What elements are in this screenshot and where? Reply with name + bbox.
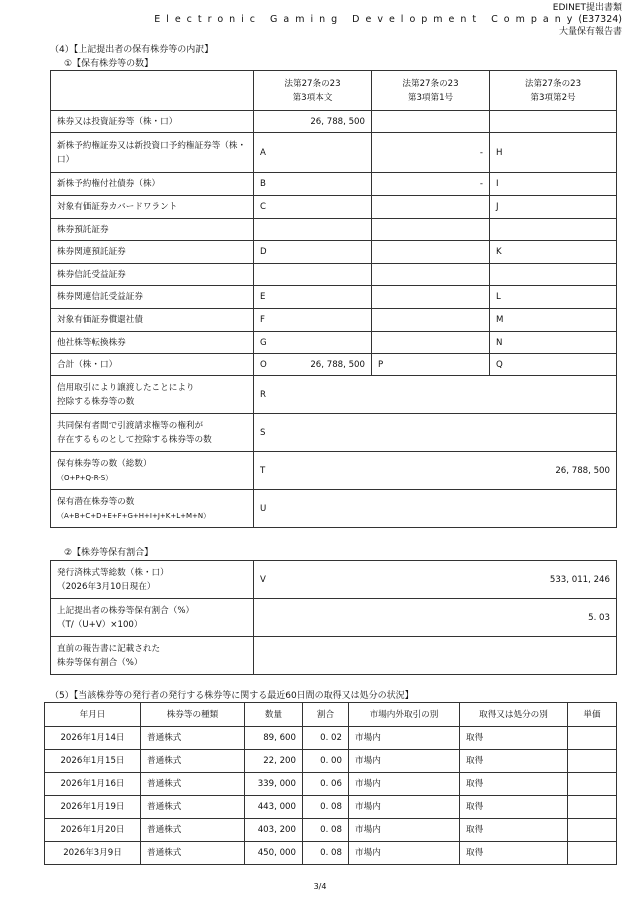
- holdings-row-label: 株券又は投資証券等（株・口）: [51, 111, 254, 133]
- holdings-cell-content: [260, 313, 365, 327]
- summary-label: [51, 414, 254, 452]
- holdings-cell-col1: [254, 111, 372, 133]
- holdings-cell-col1: [254, 219, 372, 241]
- transaction-cell: 2026年1月15日: [45, 750, 141, 773]
- transaction-row: [45, 842, 617, 865]
- holdings-cell-col1: [254, 332, 372, 354]
- holdings-cell-col2: [372, 173, 490, 196]
- holdings-header-row: [51, 71, 617, 111]
- holdings-cell-content: [496, 313, 610, 327]
- holdings-row: [51, 309, 617, 332]
- cell-letter: S: [260, 427, 266, 438]
- cell-letter: P: [378, 359, 384, 370]
- holdings-cell-col3: [490, 241, 617, 264]
- cell-letter: M: [496, 315, 504, 325]
- cell-letter: Q: [496, 359, 503, 370]
- transactions-header-cell: 数量: [245, 703, 303, 727]
- ratio-value-content: [260, 573, 610, 587]
- transaction-cell: 2026年3月9日: [45, 842, 141, 865]
- holdings-cell-col3: [490, 219, 617, 241]
- transactions-table: [44, 702, 617, 865]
- transaction-row: [45, 796, 617, 819]
- ratio-table: [50, 560, 617, 675]
- transaction-cell: [568, 819, 617, 842]
- cell-letter: F: [260, 315, 265, 325]
- doc-type-label: EDINET提出書類: [552, 3, 622, 13]
- report-type-label: 大量保有報告書: [558, 27, 622, 37]
- ratio-value-content: [260, 611, 610, 625]
- transaction-cell: 普通株式: [141, 819, 245, 842]
- holdings-cell-col2: [372, 286, 490, 309]
- holdings-cell-col2: [372, 133, 490, 173]
- ratio-row: [51, 599, 617, 637]
- holdings-row: [51, 173, 617, 196]
- ratio-label-l1: 発行済株式等総数（株・口）: [57, 567, 169, 578]
- holdings-cell-col3: [490, 111, 617, 133]
- transaction-cell: [568, 796, 617, 819]
- summary-value-cell: [254, 414, 617, 452]
- company-name: [154, 14, 622, 26]
- holdings-cell-col2: [372, 241, 490, 264]
- holdings-table: [50, 70, 617, 528]
- cell-value: -: [479, 147, 483, 158]
- holdings-cell-content: [378, 146, 483, 160]
- holdings-cell-col1: [254, 354, 372, 376]
- holdings-row-label: 株券預託証券: [51, 219, 254, 241]
- summary-label-l2: （O+P+Q-R-S）: [57, 473, 113, 482]
- ratio-label: [51, 637, 254, 675]
- page-number: 3/4: [313, 882, 327, 891]
- holdings-cell-content: [260, 115, 365, 129]
- transaction-row: [45, 819, 617, 842]
- holdings-cell-col1: [254, 264, 372, 286]
- cell-letter: L: [496, 292, 501, 302]
- transaction-cell: 市場内: [349, 750, 460, 773]
- transaction-cell: 普通株式: [141, 773, 245, 796]
- transaction-cell: 2026年1月14日: [45, 727, 141, 750]
- transaction-cell: 339, 000: [245, 773, 303, 796]
- cell-letter: V: [260, 574, 266, 585]
- holdings-row: [51, 241, 617, 264]
- holdings-row-label: 他社株等転換株券: [51, 332, 254, 354]
- summary-value-cell: [254, 452, 617, 490]
- cell-value: -: [479, 179, 483, 189]
- ratio-value-cell: [254, 599, 617, 637]
- transaction-cell: 0. 02: [303, 727, 349, 750]
- holdings-row-label: 対象有価証券カバードワラント: [51, 196, 254, 219]
- cell-letter: J: [496, 202, 499, 212]
- holdings-row-label: 対象有価証券償還社債: [51, 309, 254, 332]
- col-header-dai1go: 法第27条の23 第3項第1号: [372, 71, 490, 111]
- holdings-row: [51, 111, 617, 133]
- holdings-row-label: 合計（株・口）: [51, 354, 254, 376]
- transaction-cell: 取得: [460, 750, 568, 773]
- holdings-header-blank: [51, 71, 254, 111]
- section5-title: （5）【当該株券等の発行者の発行する株券等に関する最近60日間の取得又は処分の状況】: [50, 691, 414, 701]
- transaction-cell: 403, 200: [245, 819, 303, 842]
- transaction-cell: 市場内: [349, 819, 460, 842]
- cell-letter: C: [260, 202, 267, 212]
- holdings-cell-col2: [372, 309, 490, 332]
- company-name-text: Electronic Gaming Development Company: [154, 14, 579, 25]
- ratio-row: [51, 637, 617, 675]
- transaction-cell: 市場内: [349, 727, 460, 750]
- holdings-cell-col1: [254, 173, 372, 196]
- company-code: (E37324): [578, 14, 622, 25]
- transactions-header-cell: 取得又は処分の別: [460, 703, 568, 727]
- holdings-row: [51, 219, 617, 241]
- transaction-cell: 2026年1月20日: [45, 819, 141, 842]
- holdings-summary-row: [51, 452, 617, 490]
- transaction-row: [45, 727, 617, 750]
- transactions-header-cell: 株券等の種類: [141, 703, 245, 727]
- transaction-cell: 普通株式: [141, 750, 245, 773]
- holdings-row-label: 新株予約権証券又は新投資口予約権証券等（株・口）: [51, 133, 254, 173]
- holdings-cell-col2: [372, 111, 490, 133]
- holdings-cell-col2: [372, 354, 490, 376]
- transaction-cell: 0. 08: [303, 796, 349, 819]
- cell-value: 26, 788, 500: [555, 465, 610, 476]
- holdings-cell-content: [378, 177, 483, 191]
- summary-label-l1: 保有株券等の数（総数）: [57, 458, 152, 469]
- holdings-cell-col1: [254, 133, 372, 173]
- holdings-row-label: 株券関連預託証券: [51, 241, 254, 264]
- summary-value-content: [260, 464, 610, 478]
- holdings-cell-col1: [254, 241, 372, 264]
- section4-sub1-title: ①【保有株券等の数】: [64, 59, 154, 69]
- holdings-cell-content: [496, 290, 610, 304]
- cell-letter: E: [260, 292, 266, 302]
- holdings-cell-content: [260, 336, 365, 350]
- transaction-cell: 0. 06: [303, 773, 349, 796]
- transaction-cell: 市場内: [349, 796, 460, 819]
- summary-value-content: [260, 388, 610, 402]
- holdings-cell-col2: [372, 264, 490, 286]
- transaction-cell: 89, 600: [245, 727, 303, 750]
- transaction-cell: 市場内: [349, 773, 460, 796]
- holdings-cell-content: [260, 245, 365, 259]
- cell-value: 26, 788, 500: [310, 359, 365, 370]
- holdings-row-label: 株券信託受益証券: [51, 264, 254, 286]
- transaction-row: [45, 750, 617, 773]
- holdings-summary-row: [51, 376, 617, 414]
- cell-letter: H: [496, 147, 503, 158]
- holdings-row-label: 株券関連信託受益証券: [51, 286, 254, 309]
- summary-label: [51, 452, 254, 490]
- summary-value-content: [260, 502, 610, 516]
- holdings-cell-col3: [490, 286, 617, 309]
- holdings-row: [51, 332, 617, 354]
- ratio-label: [51, 561, 254, 599]
- holdings-row: [51, 286, 617, 309]
- summary-value-cell: [254, 490, 617, 528]
- transaction-cell: 443, 000: [245, 796, 303, 819]
- summary-value-content: [260, 426, 610, 440]
- transactions-header-cell: 市場内外取引の別: [349, 703, 460, 727]
- section4-title: （4）【上記提出者の保有株券等の内訳】: [50, 45, 214, 55]
- holdings-cell-content: [260, 146, 365, 160]
- cell-letter: D: [260, 247, 267, 257]
- transactions-header-row: [45, 703, 617, 727]
- transaction-cell: 取得: [460, 727, 568, 750]
- ratio-label-l2: （2026年3月10日現在）: [57, 581, 156, 592]
- transaction-cell: 450, 000: [245, 842, 303, 865]
- ratio-label-l2: （T/（U+V）×100）: [57, 619, 143, 630]
- summary-label-l2: 存在するものとして控除する株券等の数: [57, 434, 212, 445]
- holdings-cell-content: [496, 200, 610, 214]
- ratio-label-l2: 株券等保有割合（%）: [57, 657, 143, 668]
- section4-sub2-title: ②【株券等保有割合】: [64, 548, 154, 558]
- summary-label-l2: 控除する株券等の数: [57, 396, 135, 407]
- ratio-value-cell: [254, 561, 617, 599]
- cell-letter: K: [496, 247, 502, 257]
- holdings-cell-col3: [490, 133, 617, 173]
- transaction-cell: 取得: [460, 796, 568, 819]
- ratio-value-cell: [254, 637, 617, 675]
- ratio-label-l1: 直前の報告書に記載された: [57, 643, 161, 654]
- transaction-cell: 普通株式: [141, 727, 245, 750]
- cell-letter: R: [260, 389, 266, 400]
- transaction-cell: 0. 08: [303, 842, 349, 865]
- holdings-cell-col1: [254, 309, 372, 332]
- ratio-label: [51, 599, 254, 637]
- cell-value: 5. 03: [588, 612, 610, 623]
- transactions-header-cell: 年月日: [45, 703, 141, 727]
- transaction-row: [45, 773, 617, 796]
- cell-letter: N: [496, 337, 503, 348]
- cell-letter: A: [260, 147, 266, 158]
- holdings-row: [51, 196, 617, 219]
- transaction-cell: 0. 00: [303, 750, 349, 773]
- cell-letter: G: [260, 337, 267, 348]
- summary-value-cell: [254, 376, 617, 414]
- summary-label-l1: 保有潜在株券等の数: [57, 496, 135, 507]
- holdings-summary-row: [51, 414, 617, 452]
- holdings-cell-col1: [254, 286, 372, 309]
- summary-label-l1: 共同保有者間で引渡請求権等の権利が: [57, 420, 204, 431]
- holdings-row-label: 新株予約権付社債券（株）: [51, 173, 254, 196]
- ratio-row: [51, 561, 617, 599]
- summary-label-l2: （A+B+C+D+E+F+G+H+I+J+K+L+M+N）: [57, 511, 211, 520]
- transaction-cell: 普通株式: [141, 796, 245, 819]
- cell-value: 26, 788, 500: [310, 116, 365, 127]
- holdings-cell-col3: [490, 173, 617, 196]
- holdings-cell-col2: [372, 219, 490, 241]
- holdings-summary-row: [51, 490, 617, 528]
- holdings-cell-content: [496, 358, 610, 372]
- col-header-honbun: 法第27条の23 第3項本文: [254, 71, 372, 111]
- transaction-cell: 取得: [460, 819, 568, 842]
- cell-letter: T: [260, 465, 266, 476]
- holdings-cell-col2: [372, 196, 490, 219]
- holdings-cell-content: [496, 245, 610, 259]
- transaction-cell: [568, 773, 617, 796]
- holdings-row: [51, 264, 617, 286]
- holdings-row: [51, 354, 617, 376]
- transaction-cell: 2026年1月19日: [45, 796, 141, 819]
- holdings-cell-col3: [490, 264, 617, 286]
- holdings-cell-content: [260, 200, 365, 214]
- holdings-cell-content: [260, 177, 365, 191]
- summary-label: [51, 376, 254, 414]
- transaction-cell: 取得: [460, 842, 568, 865]
- holdings-cell-col1: [254, 196, 372, 219]
- holdings-cell-content: [496, 177, 610, 191]
- col-header-dai2go: 法第27条の23 第3項第2号: [490, 71, 617, 111]
- transaction-cell: 0. 08: [303, 819, 349, 842]
- cell-value: 533, 011, 246: [549, 574, 610, 585]
- transactions-header-cell: 単価: [568, 703, 617, 727]
- transaction-cell: 市場内: [349, 842, 460, 865]
- summary-label: [51, 490, 254, 528]
- transaction-cell: [568, 750, 617, 773]
- holdings-cell-col2: [372, 332, 490, 354]
- transaction-cell: [568, 842, 617, 865]
- holdings-cell-col3: [490, 196, 617, 219]
- holdings-cell-content: [496, 146, 610, 160]
- holdings-cell-content: [260, 290, 365, 304]
- transactions-header-cell: 割合: [303, 703, 349, 727]
- holdings-row: [51, 133, 617, 173]
- holdings-cell-content: [496, 336, 610, 350]
- summary-label-l1: 信用取引により譲渡したことにより: [57, 382, 195, 393]
- cell-letter: U: [260, 503, 267, 514]
- holdings-cell-content: [378, 358, 483, 372]
- ratio-label-l1: 上記提出者の株券等保有割合（%）: [57, 605, 195, 616]
- transaction-cell: 普通株式: [141, 842, 245, 865]
- holdings-cell-col3: [490, 332, 617, 354]
- transaction-cell: [568, 727, 617, 750]
- holdings-cell-content: [260, 358, 365, 372]
- holdings-cell-col3: [490, 309, 617, 332]
- cell-letter: O: [260, 359, 267, 370]
- transaction-cell: 22, 200: [245, 750, 303, 773]
- cell-letter: I: [496, 179, 499, 189]
- transaction-cell: 2026年1月16日: [45, 773, 141, 796]
- transaction-cell: 取得: [460, 773, 568, 796]
- cell-letter: B: [260, 179, 266, 189]
- holdings-cell-col3: [490, 354, 617, 376]
